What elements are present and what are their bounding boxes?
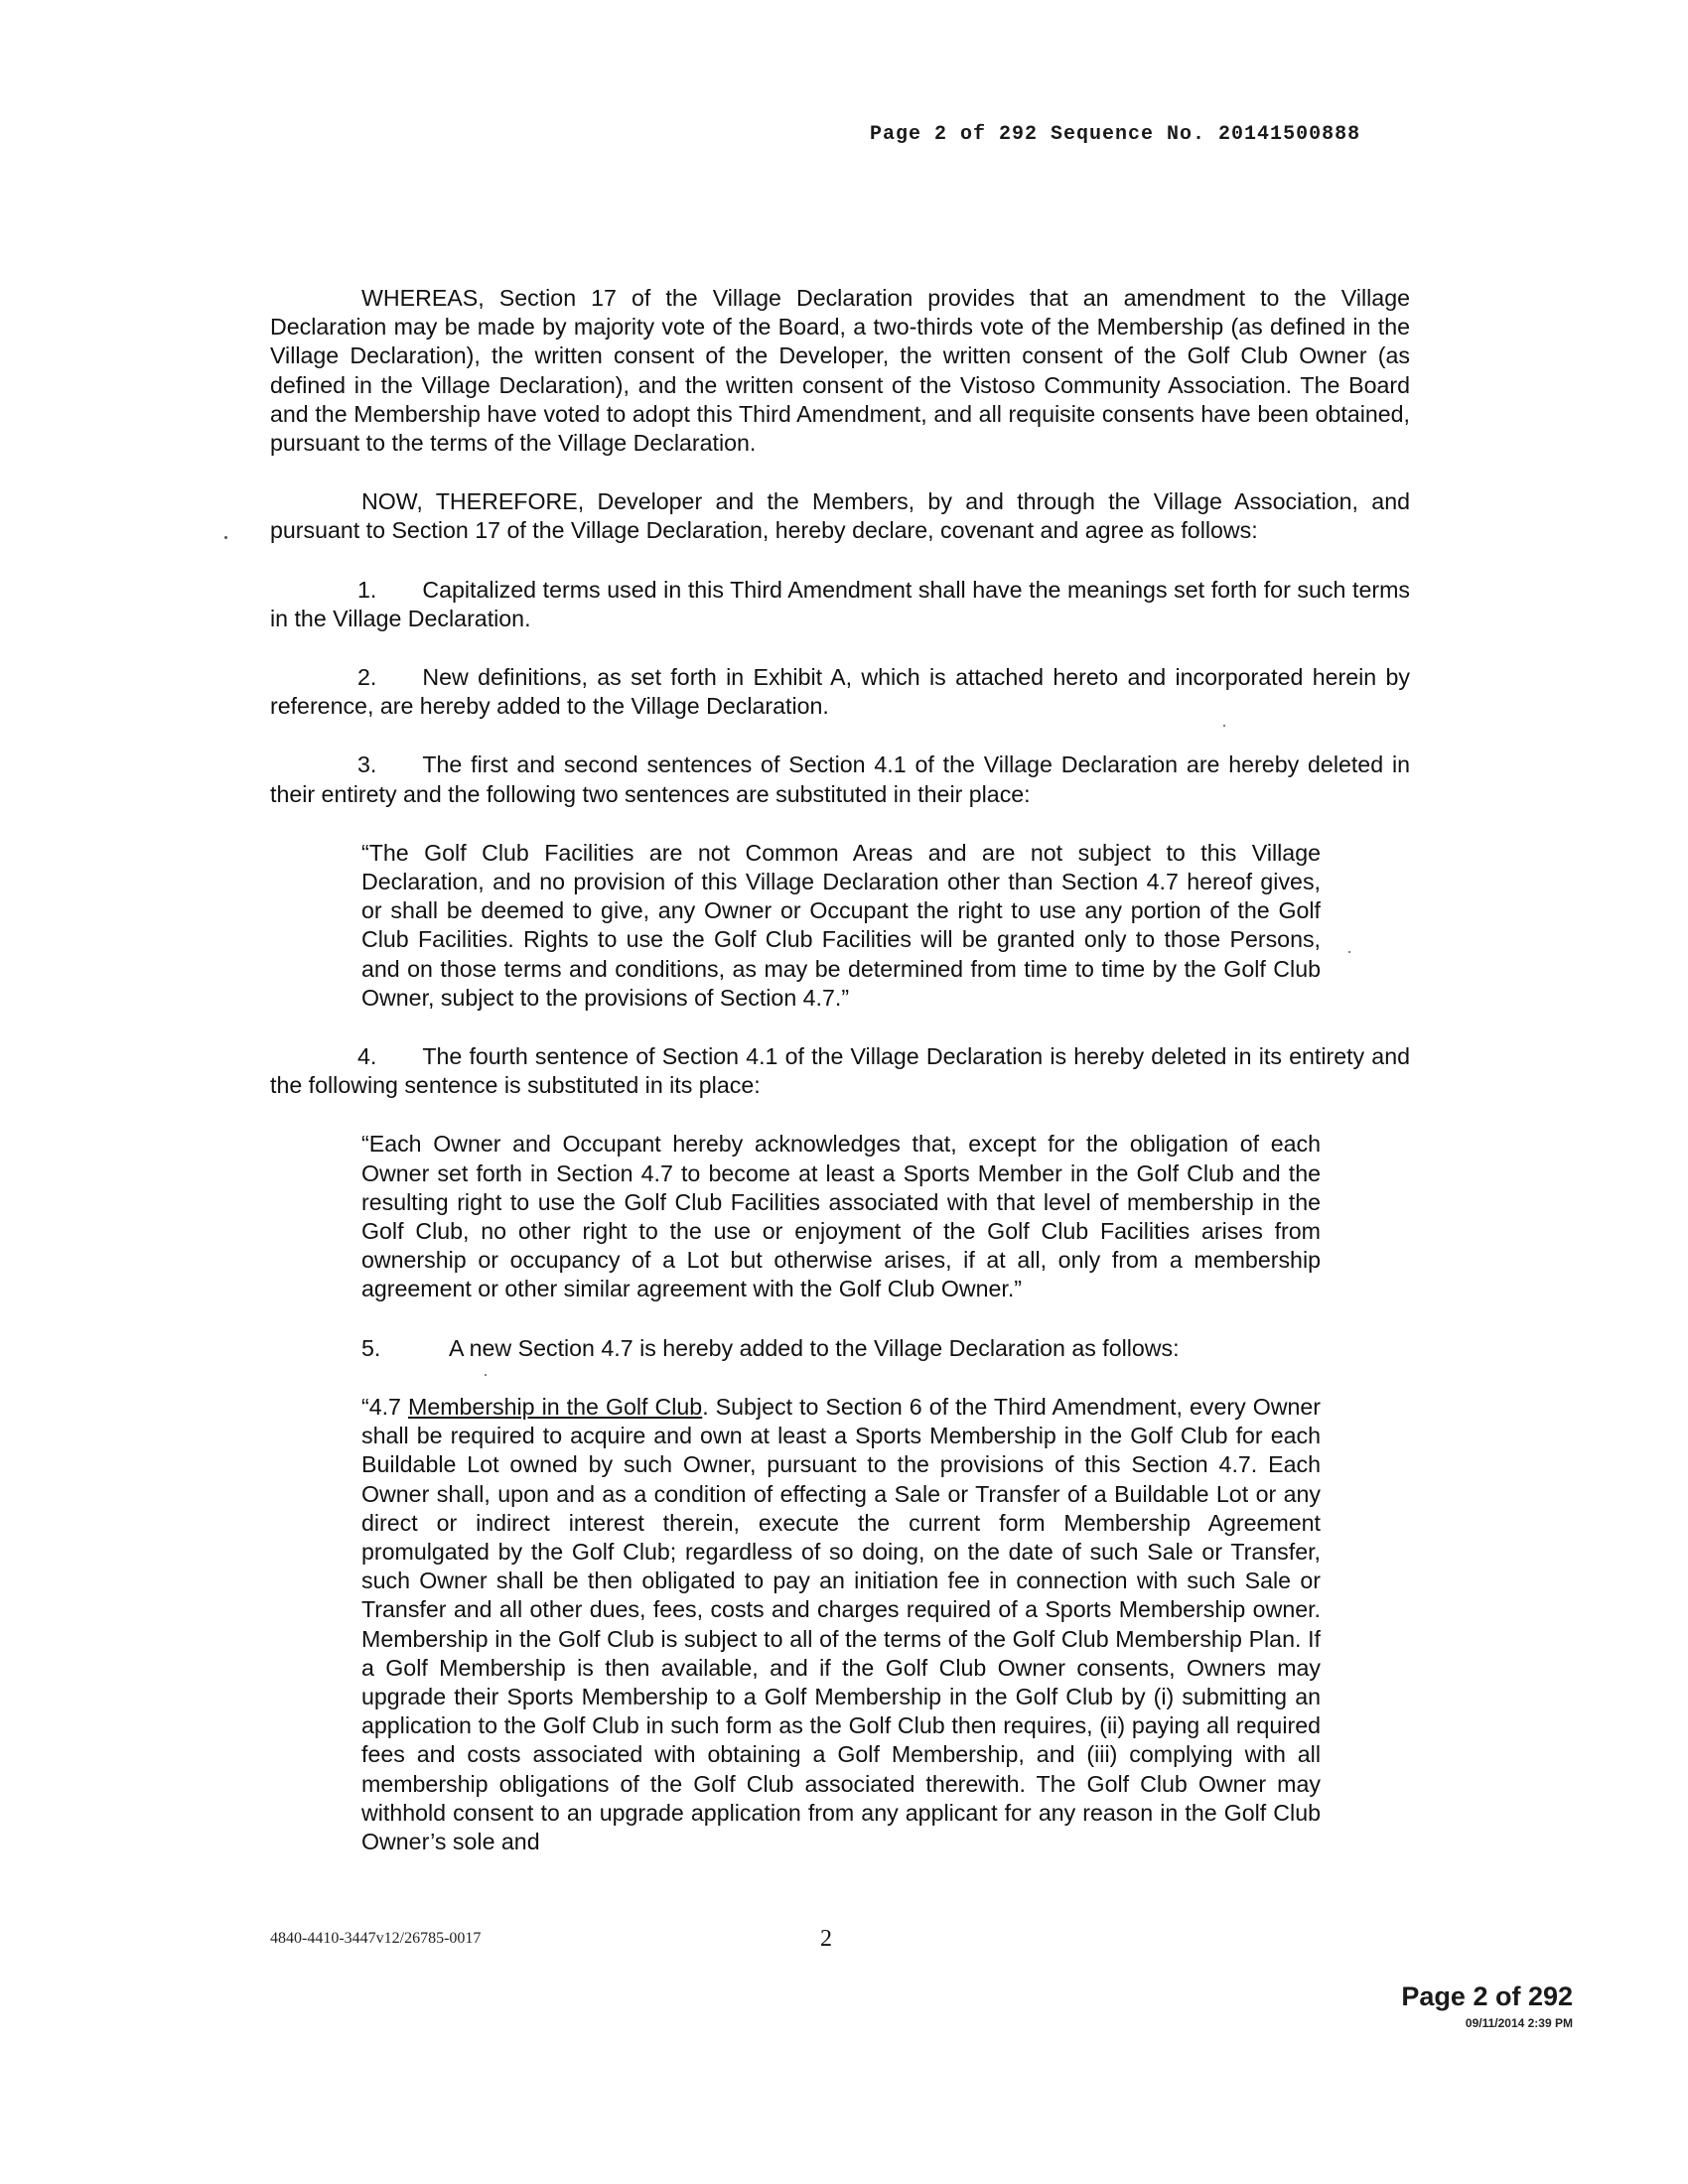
scan-speck: [224, 536, 227, 539]
footer-page-stamp: [1401, 1981, 1573, 2030]
page-number: 2: [820, 1926, 832, 1952]
scan-speck: [1223, 725, 1225, 727]
scan-speck: [1348, 951, 1350, 953]
item-4-number: 4.: [357, 1043, 377, 1070]
sequence-stamp: Page 2 of 292 Sequence No. 20141500888: [870, 123, 1361, 146]
footer-timestamp: 09/11/2014 2:39 PM: [1465, 2016, 1573, 2030]
item-3-number: 3.: [357, 751, 377, 778]
quote-section-4-7: [361, 1393, 1321, 1856]
quote-section-4-1-first: “The Golf Club Facilities are not Common Areas and are not subject to this Village Declaration, and no provision of this Village Declaration other than Section 4.7 hereof gives, or shall be deemed to give, any Owner or Occupant the right to use any portion of the Golf Club Facilities. Rights to use the Golf Club Facilities will be granted only to those Persons, and on those terms and conditions, as may be determined from time to time by the Golf Club Owner, subject to the provisions of Section 4.7.”: [361, 839, 1321, 1011]
section-4-7-heading: Membership in the Golf Club: [408, 1393, 703, 1420]
item-5-number: 5.: [361, 1334, 381, 1361]
item-5: [361, 1334, 1410, 1363]
section-4-7-prefix: “4.7: [361, 1393, 408, 1420]
item-1-number: 1.: [357, 576, 377, 603]
document-id: 4840-4410-3447v12/26785-0017: [270, 1930, 482, 1947]
item-1: [270, 576, 1410, 633]
item-3: [270, 751, 1410, 808]
item-2-text: New definitions, as set forth in Exhibit A, which is attached hereto and incorporated herein by reference, are hereby added to the Village Declaration.: [270, 664, 1410, 720]
item-4-text: The fourth sentence of Section 4.1 of the Village Declaration is hereby deleted in its entirety and the following sentence is substituted in its place:: [270, 1043, 1410, 1099]
scan-speck: [485, 1374, 487, 1376]
item-2: [270, 663, 1410, 721]
now-therefore-paragraph: NOW, THEREFORE, Developer and the Members, by and through the Village Association, and pursuant to Section 17 of the Village Declaration, hereby declare, covenant and agree as follows:: [270, 488, 1410, 544]
footer-page-of: Page 2 of 292: [1401, 1981, 1573, 2011]
item-3-text: The first and second sentences of Section 4.1 of the Village Declaration are hereby deleted in their entirety and the following two sentences are substituted in their place:: [270, 751, 1410, 807]
item-5-text: A new Section 4.7 is hereby added to the Village Declaration as follows:: [449, 1334, 1180, 1361]
item-4: [270, 1042, 1410, 1100]
document-body: [270, 284, 1410, 1886]
whereas-paragraph: WHEREAS, Section 17 of the Village Declaration provides that an amendment to the Village Declaration may be made by majority vote of the Board, a two-thirds vote of the Membership (as defined in the Village Declaration), the written consent of the Developer, the written consent of the Golf Club Owner (as defined in the Village Declaration), and the written consent of the Vistoso Community Association. The Board and the Membership have voted to adopt this Third Amendment, and all requisite consents have been obtained, pursuant to the terms of the Village Declaration.: [270, 285, 1410, 457]
quote-section-4-1-fourth: “Each Owner and Occupant hereby acknowledges that, except for the obligation of each Owner set forth in Section 4.7 to become at least a Sports Member in the Golf Club and the resulting right to use the Golf Club Facilities associated with that level of membership in the Golf Club, no other right to the use or enjoyment of the Golf Club Facilities arises from ownership or occupancy of a Lot but otherwise arises, if at all, only from a membership agreement or other similar agreement with the Golf Club Owner.”: [361, 1131, 1321, 1302]
item-1-text: Capitalized terms used in this Third Amendment shall have the meanings set forth for such terms in the Village Declaration.: [270, 576, 1410, 631]
item-2-number: 2.: [357, 664, 377, 691]
section-4-7-text: . Subject to Section 6 of the Third Amendment, every Owner shall be required to acquire and own at least a Sports Membership in the Golf Club for each Buildable Lot owned by such Owner, pursuant to the provisions of this Section 4.7. Each Owner shall, upon and as a condition of effecting a Sale or Transfer of a Buildable Lot or any direct or indirect interest therein, execute the current form Membership Agreement promulgated by the Golf Club; regardless of so doing, on the date of such Sale or Transfer, such Owner shall be then obligated to pay an initiation fee in connection with such Sale or Transfer and all other dues, fees, costs and charges required of a Sports Membership owner. Membership in the Golf Club is subject to all of the terms of the Golf Club Membership Plan. If a Golf Membership is then available, and if the Golf Club Owner consents, Owners may upgrade their Sports Membership to a Golf Membership in the Golf Club by (i) submitting an application to the Golf Club in such form as the Golf Club then requires, (ii) paying all required fees and costs associated with obtaining a Golf Membership, and (iii) complying with all membership obligations of the Golf Club associated therewith. The Golf Club Owner may withhold consent to an upgrade application from any applicant for any reason in the Golf Club Owner’s sole and: [361, 1393, 1322, 1854]
